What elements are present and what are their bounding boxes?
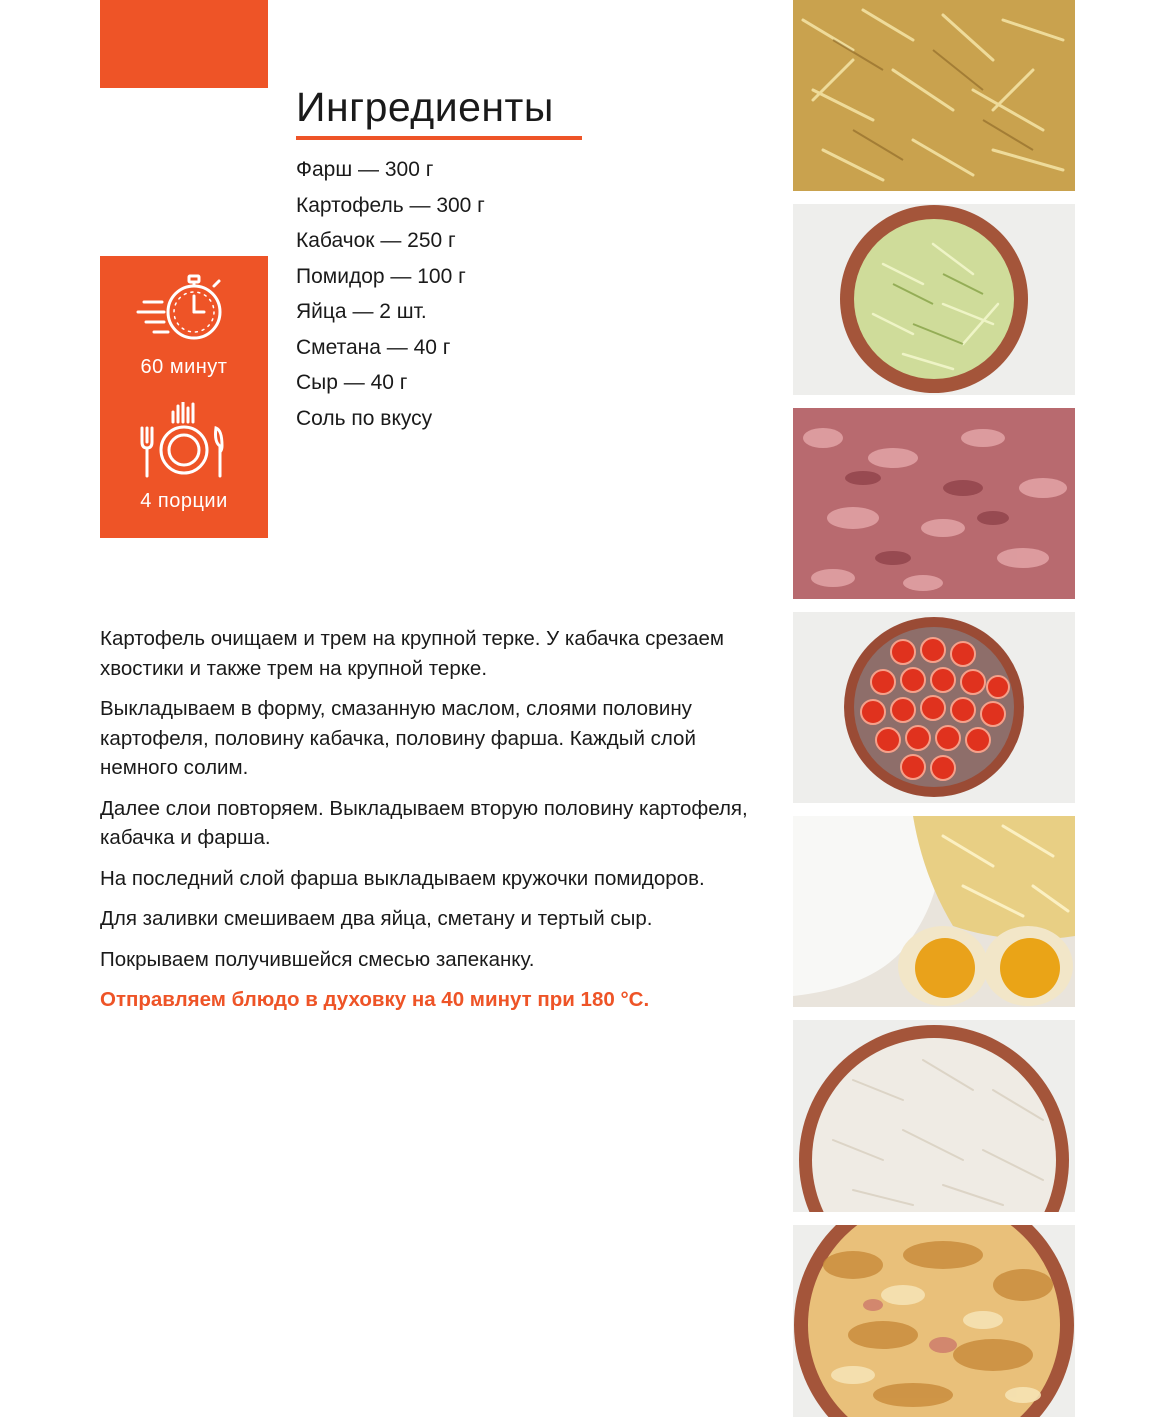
instruction-step: На последний слой фарша выкладываем кружочки помидоров. bbox=[100, 866, 705, 890]
ingredient-item: Яйца — 2 шт. bbox=[296, 300, 427, 323]
photo-covered-casserole bbox=[793, 1020, 1075, 1212]
ingredient-item: Соль по вкусу bbox=[296, 406, 433, 430]
instruction-step: Для заливки смешиваем два яйца, сметану и тертый сыр. bbox=[100, 907, 653, 930]
ingredient-item: Помидор — 100 г bbox=[296, 264, 466, 288]
stopwatch-icon bbox=[136, 272, 232, 348]
recipe-info-panel bbox=[100, 256, 268, 538]
photo-baked-casserole bbox=[793, 1225, 1075, 1417]
ingredient-item: Фарш — 300 г bbox=[296, 158, 434, 181]
final-instruction: Отправляем блюдо в духовку на 40 минут при 180 °С. bbox=[100, 988, 650, 1011]
ingredient-item: Сыр — 40 г bbox=[296, 371, 408, 394]
ingredient-item: Кабачок — 250 г bbox=[296, 229, 456, 252]
servings-label: 4 порции bbox=[140, 490, 228, 512]
photo-grated-zucchini-bowl bbox=[793, 204, 1075, 395]
instruction-step: Покрываем получившейся смесью запеканку. bbox=[100, 947, 535, 971]
ingredient-item: Картофель — 300 г bbox=[296, 193, 485, 217]
photo-minced-meat bbox=[793, 408, 1075, 599]
ingredients-title-underline bbox=[296, 136, 582, 140]
photo-eggs-sour-cream-cheese bbox=[793, 816, 1075, 1007]
ingredient-item: Сметана — 40 г bbox=[296, 335, 451, 359]
orange-corner-block bbox=[100, 0, 268, 88]
instruction-step: Выкладываем в форму, смазанную маслом, слоями половину картофеля, половину кабачка, половину фарша. Каждый слой немного солим. bbox=[100, 697, 696, 779]
plate-fork-knife-icon bbox=[136, 402, 232, 482]
instruction-step: Картофель очищаем и трем на крупной терке. У кабачка срезаем хвостики и также трем на крупной терке. bbox=[100, 627, 725, 680]
photo-grated-potato bbox=[793, 0, 1075, 191]
instructions bbox=[100, 624, 760, 1026]
photo-tomato-layer bbox=[793, 612, 1075, 803]
ingredients-title: Ингредиенты bbox=[296, 84, 554, 130]
ingredients-list bbox=[296, 155, 485, 439]
cooking-time-label: 60 минут bbox=[140, 356, 228, 378]
instruction-step: Далее слои повторяем. Выкладываем вторую половину картофеля, кабачка и фарша. bbox=[100, 796, 748, 849]
